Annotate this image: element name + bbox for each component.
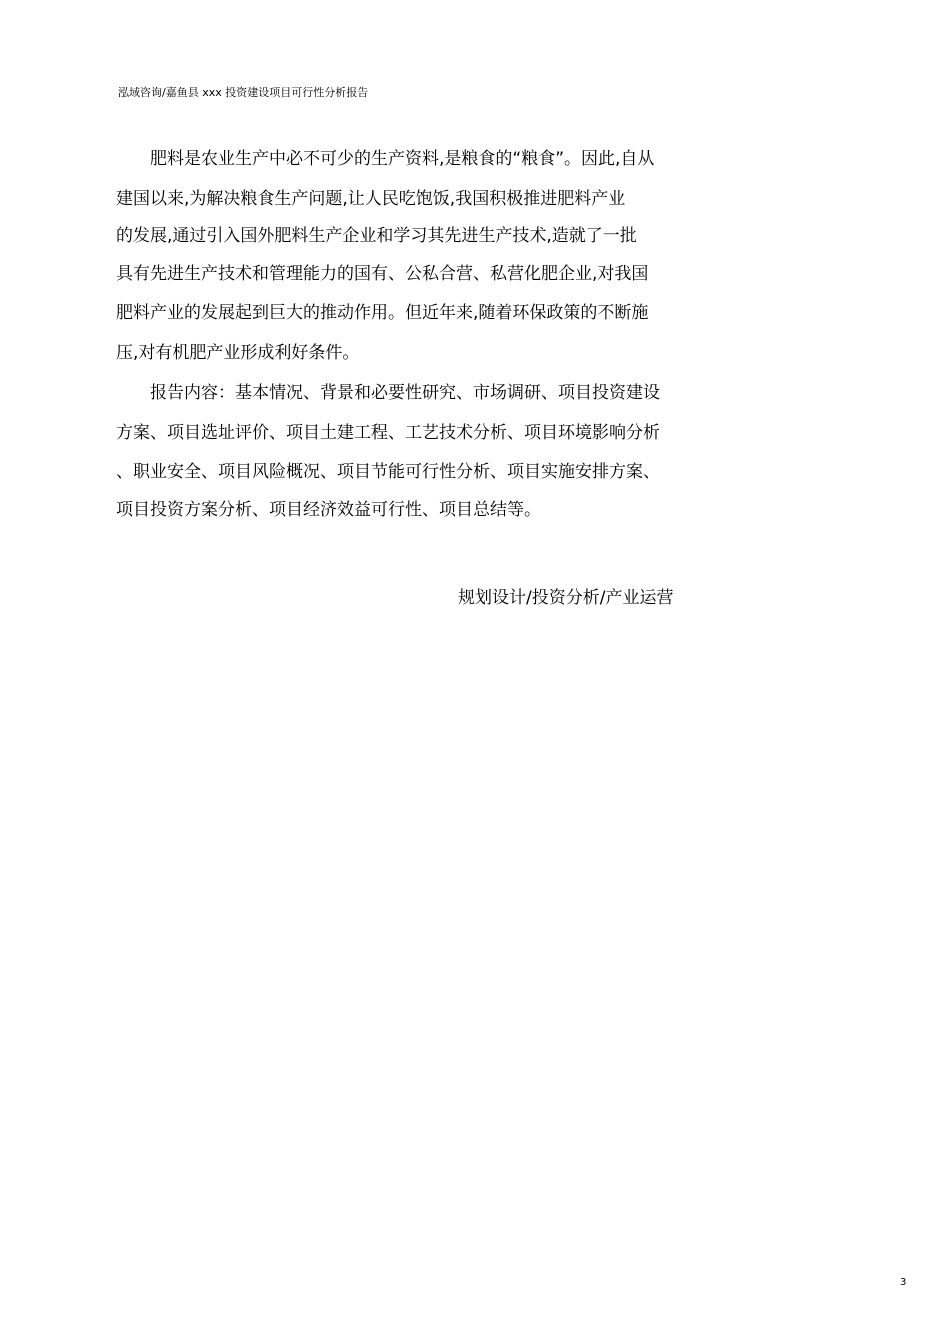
paragraph-line: 肥料产业的发展起到巨大的推动作用。但近年来,随着环保政策的不断施: [116, 303, 649, 323]
paragraph-line: 压,对有机肥产业形成利好条件。: [116, 343, 360, 363]
paragraph-line: 、职业安全、项目风险概况、项目节能可行性分析、项目实施安排方案、: [116, 462, 660, 482]
paragraph-line: 建国以来,为解决粮食生产问题,让人民吃饱饭,我国积极推进肥料产业: [116, 189, 626, 209]
paragraph-line: 具有先进生产技术和管理能力的国有、公私合营、私营化肥企业,对我国: [116, 264, 649, 284]
paragraph-line: 的发展,通过引入国外肥料生产企业和学习其先进生产技术,造就了一批: [116, 226, 637, 246]
paragraph-line: 肥料是农业生产中必不可少的生产资料,是粮食的“粮食”。因此,自从: [150, 149, 655, 169]
signature-line: 规划设计/投资分析/产业运营: [458, 588, 674, 608]
page-header: 泓域咨询/嘉鱼县 xxx 投资建设项目可行性分析报告: [118, 86, 369, 99]
paragraph-line: 方案、项目选址评价、项目土建工程、工艺技术分析、项目环境影响分析: [116, 423, 660, 443]
paragraph-line: 项目投资方案分析、项目经济效益可行性、项目总结等。: [116, 500, 541, 520]
paragraph-line: 报告内容：基本情况、背景和必要性研究、市场调研、项目投资建设: [150, 383, 660, 403]
page-number: 3: [900, 1277, 907, 1288]
